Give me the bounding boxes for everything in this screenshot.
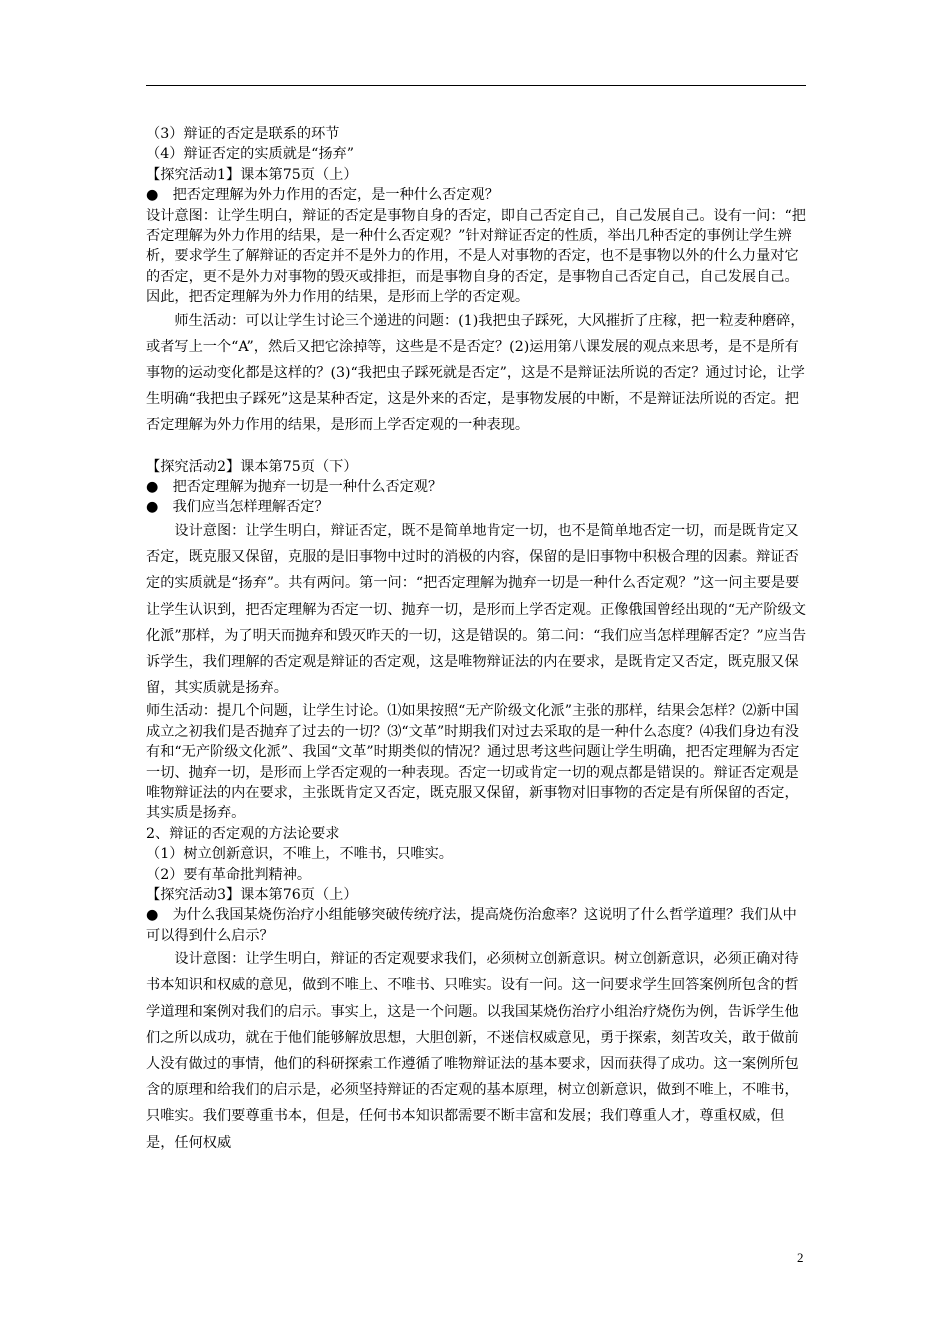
teacher-student-activity-1: 师生活动：可以让学生讨论三个递进的问题：(1)我把虫子踩死，大风摧折了庄稼，把一粒麦种磨碎，或者写上一个“A”，然后又把它涂掉等，这些是不是否定？(2)运用第八课发展的观点来思考，是不是所有事物的运动变化都是这样的？(3)“我把虫子踩死就是否定”，这是不是辩证法所说的否定？通过讨论，让学生明确“我把虫子踩死”这是某种否定，这是外来的否定，是事物发展的中断，不是辩证法所说的否定。把否定理解为外力作用的结果，是形而上学否定观的一种表现。 xyxy=(146,312,805,434)
section-heading-2: 2、辩证的否定观的方法论要求 xyxy=(146,825,340,842)
body-text xyxy=(146,124,808,1156)
activity-heading-2: 【探究活动2】课本第75页（下） xyxy=(146,458,358,475)
design-intent-3: 设计意图：让学生明白，辩证的否定观要求我们，必须树立创新意识。树立创新意识，必须正确对待书本知识和权威的意见，做到不唯上、不唯书、只唯实。设有一问。这一问要求学生回答案例所包含的哲学道理和案例对我们的启示。事实上，这是一个问题。以我国某烧伤治疗小组治疗烧伤为例，告诉学生他们之所以成功，就在于他们能够解放思想，大胆创新，不迷信权威意见，勇于探索，刻苦攻关，敢于做前人没有做过的事情，他们的科研探索工作遵循了唯物辩证法的基本要求，因而获得了成功。这一案例所包含的原理和给我们的启示是，必须坚持辩证的否定观的基本原理，树立创新意识，做到不唯上，不唯书，只唯实。我们要尊重书本，但是，任何书本知识都需要不断丰富和发展；我们尊重人才，尊重权威，但是，任何权威 xyxy=(146,951,799,1151)
teacher-student-activity-2: 师生活动：提几个问题，让学生讨论。⑴如果按照“无产阶级文化派”主张的那样，结果会怎样？⑵新中国成立之初我们是否抛弃了过去的一切？⑶“文革”时期我们对过去采取的是一种什么态度？⑷我们身边有没有和“无产阶级文化派”、我国“文革”时期类似的情况？通过思考这些问题让学生明确，把否定理解为否定一切、抛弃一切，是形而上学否定观的一种表现。否定一切或肯定一切的观点都是错误的。辩证否定观是唯物辩证法的内在要求，主张既肯定又否定，既克服又保留，新事物对旧事物的否定是有所保留的否定，其实质是扬弃。 xyxy=(146,703,800,822)
bullet-question-1: ● 把否定理解为外力作用的否定，是一种什么否定观？ xyxy=(146,187,499,204)
page-number: 2 xyxy=(797,1250,804,1265)
design-intent-1: 设计意图：让学生明白，辩证的否定是事物自身的否定，即自己否定自己，自己发展自己。设有一问：“把否定理解为外力作用的结果，是一种什么否定观？”针对辩证否定的性质，举出几种否定的事例让学生辨析，要求学生了解辩证的否定并不是外力的作用，不是人对事物的否定，也不是事物以外的什么力量对它的否定，更不是外力对事物的毁灭或排拒，而是事物自身的否定，是事物自己否定自己，自己发展自己。因此，把否定理解为外力作用的结果，是形而上学的否定观。 xyxy=(146,207,806,306)
requirement-2: （2）要有革命批判精神。 xyxy=(146,866,312,883)
bullet-question-4: ● 为什么我国某烧伤治疗小组能够突破传统疗法，提高烧伤治愈率？这说明了什么哲学道理？我们从中可以得到什么启示？ xyxy=(146,907,797,944)
paragraph-gap xyxy=(146,439,808,457)
bullet-question-2: ● 把否定理解为抛弃一切是一种什么否定观？ xyxy=(146,479,443,496)
requirement-1: （1）树立创新意识，不唯上，不唯书，只唯实。 xyxy=(146,846,453,863)
list-item-4: （4）辩证否定的实质就是“扬弃” xyxy=(146,146,354,163)
design-intent-2: 设计意图：让学生明白，辩证否定，既不是简单地肯定一切，也不是简单地否定一切，而是既肯定又否定，既克服又保留，克服的是旧事物中过时的消极的内容，保留的是旧事物中积极合理的因素。辩证否定的实质就是“扬弃”。共有两问。第一问：“把否定理解为抛弃一切是一种什么否定观？”这一问主要是要让学生认识到，把否定理解为否定一切、抛弃一切，是形而上学否定观。正像俄国曾经出现的“无产阶级文化派”那样，为了明天而抛弃和毁灭昨天的一切，这是错误的。第二问：“我们应当怎样理解否定？”应当告诉学生，我们理解的否定观是辩证的否定观，这是唯物辩证法的内在要求，是既肯定又否定，既克服又保留，其实质就是扬弃。 xyxy=(146,522,807,697)
activity-heading-3: 【探究活动3】课本第76页（上） xyxy=(146,886,358,903)
header-rule xyxy=(146,85,806,86)
list-item-3: （3）辩证的否定是联系的环节 xyxy=(146,126,340,142)
bullet-question-3: ● 我们应当怎样理解否定？ xyxy=(146,499,329,516)
activity-heading-1: 【探究活动1】课本第75页（上） xyxy=(146,166,358,183)
